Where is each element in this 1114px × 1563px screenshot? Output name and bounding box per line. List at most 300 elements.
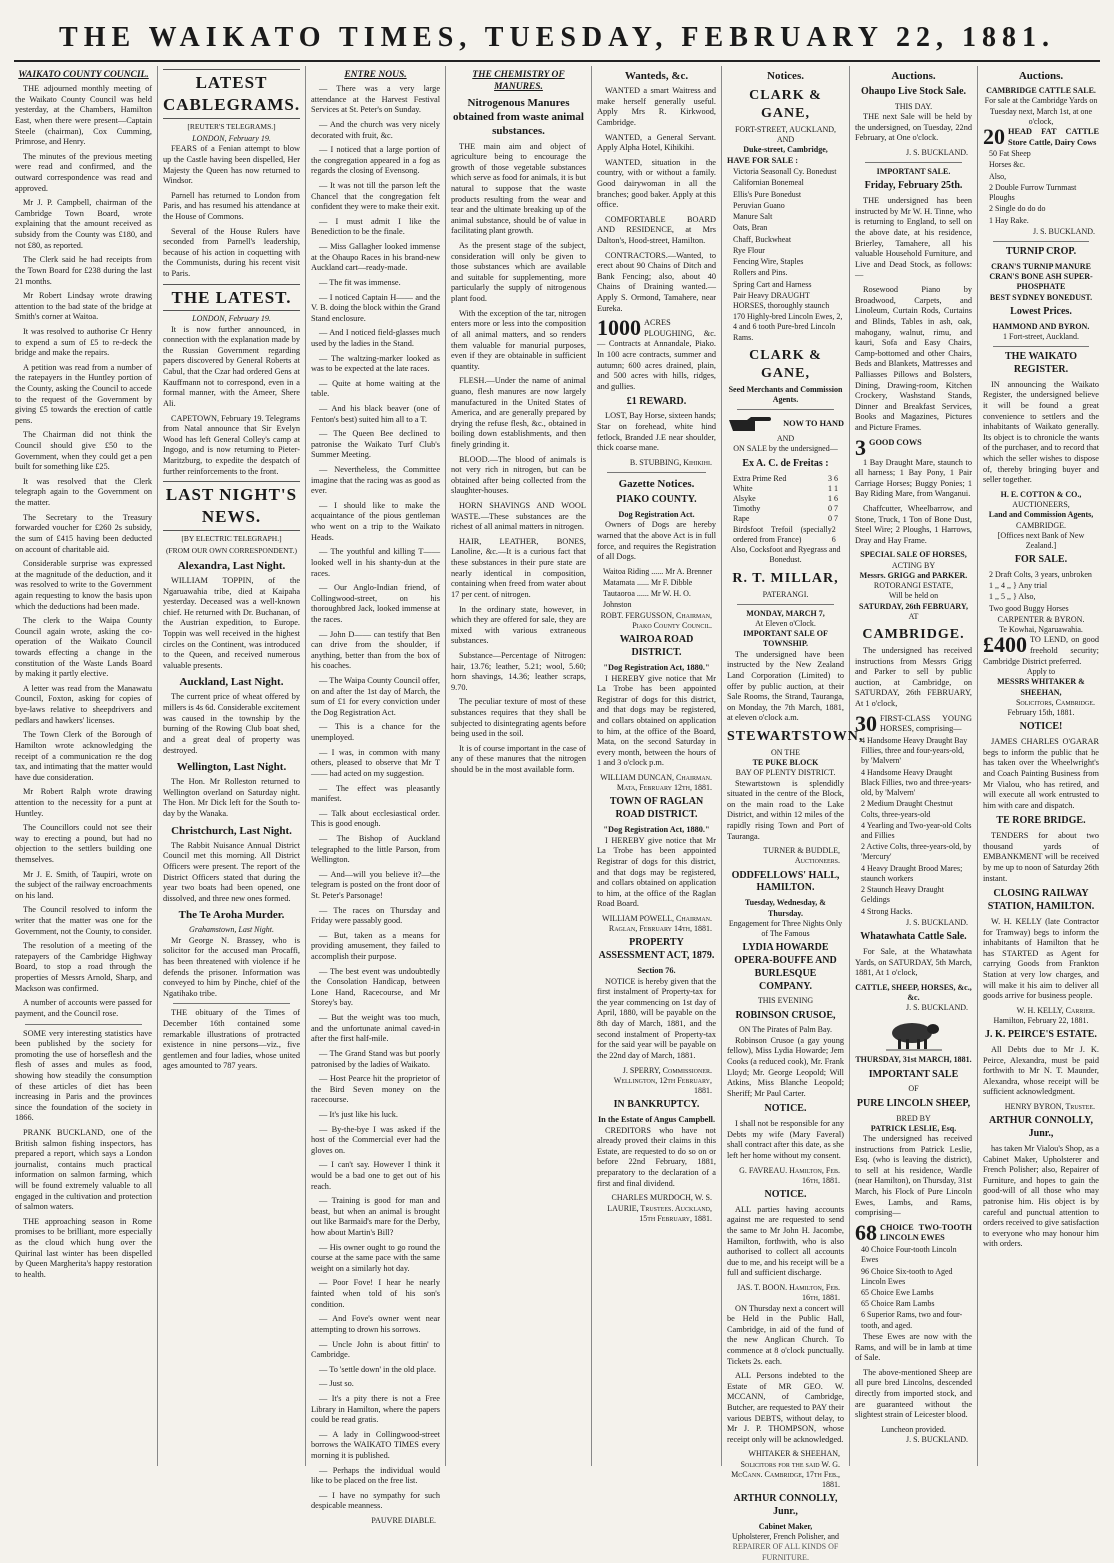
gossip-item: — I have no sympathy for such despicable meanness. — [311, 1490, 440, 1511]
have-for-sale: HAVE FOR SALE : — [727, 155, 799, 165]
horse-item: 4 Strong Hacks. — [861, 906, 913, 916]
lend-ad — [983, 632, 1099, 667]
gossip-item: — The Bishop of Auckland telegraphed to the little Parson, from Wellington. — [311, 833, 440, 865]
paragraph: With the exception of the tar, nitrogen enters more or less into the composition of all animal matters, and so renders them valuable for manurial purposes, even if they are obtainable in sufficient quantity. — [451, 308, 586, 371]
feb-date: February 15th, 1881. — [1007, 708, 1075, 718]
lowest-prices: Lowest Prices. — [1010, 305, 1072, 317]
leslie: PATRICK LESLIE, Esq. — [870, 1123, 957, 1133]
monday-time: At Eleven o'Clock. — [755, 618, 816, 628]
cambridge-text: The undersigned has received instructions from Messrs Grigg and Parker to sell by public auction, at Cambridge, on SATURDAY, 26th FEBRUARY, At 1 o'clock, — [855, 646, 972, 709]
notice-title: NOTICE. — [764, 1103, 807, 1115]
divider — [993, 241, 1089, 242]
masthead: THE WAIKATO TIMES, TUESDAY, FEBRUARY 22, 1881. — [14, 8, 1100, 62]
saturday-date: SATURDAY, 26th FEBRUARY, — [859, 601, 968, 611]
manures-subheading: Nitrogenous Manures obtained from waste animal substances. — [453, 97, 584, 138]
wanted-ad: WANTED, situation in the country, with or without a family. Good dairywoman in all the branches; good baker. Apply at this office. — [597, 157, 716, 210]
wairoa-title: WAIROA ROAD DISTRICT. — [619, 634, 694, 659]
auctioneer-signature: J. S. BUCKLAND. — [905, 917, 968, 927]
wanted-ad: WANTED, a General Servant. Apply Alpha Hotel, Kihikihi. — [597, 132, 716, 153]
notice-text: I shall not be responsible for any Debts my wife (Mary Faveral) shall contract after this date, as she left her home without my consent. — [727, 1119, 844, 1160]
gossip-item: — It was not till the parson left the Chancel that the congregation felt confident they were to make their exit. — [311, 181, 440, 212]
column-auctions-2 — [978, 66, 1104, 1466]
closing-title: CLOSING RAILWAY STATION, HAMILTON. — [987, 888, 1095, 913]
auctioneer-signature: J. S. BUCKLAND. — [905, 147, 968, 157]
paragraph: Mr Robert Ralph wrote drawing attention to the necessity for a punt at Huntley. — [15, 787, 152, 818]
sheep-note: These Ewes are now with the Rams, and will be in lamb at time of Sale. — [855, 1331, 972, 1363]
kowhai: Te Kowhai, Ngaruawahia. — [999, 625, 1083, 635]
cows-number: 3 — [855, 434, 866, 460]
livestock-list: 1 Bay Draught Mare, staunch to all harness; 1 Bay Pony, 1 Pair Carriage Horses; Buggy Ponies; 1 Bay Riding Mare, from Wanganui. — [855, 457, 972, 499]
last-night-heading: LAST NIGHT'S NEWS. — [163, 481, 300, 531]
wanted-ads — [597, 86, 716, 314]
news-item: The Rabbit Nuisance Annual District Council met this morning. All District Officers were present. The report of the District Officers stated that during the year two boats had been opened, one dissolved, and three new ones formed. — [163, 840, 300, 903]
price-value: 0 7 — [828, 504, 838, 514]
paragraph: It was resolved that the Clerk telegraph again to the Government on the matter. — [15, 476, 152, 508]
sale-items — [727, 167, 844, 343]
price-item: Alsyke — [733, 493, 756, 503]
paragraph: Mr J. P. Campbell, chairman of the Cambridge Town Board, wrote explaining that the amount received as subsidy from the County was £180, and not £80, as reported. — [15, 198, 152, 250]
sale-item: Victoria Seasonall Cy. Bonedust — [733, 167, 837, 177]
paragraph: The Chairman did not think the Council should give £50 to the Government, when they could get a pen built for something like £25. — [15, 430, 152, 472]
collector-line: Waitoa Riding ...... Mr A. Brenner — [603, 566, 713, 576]
solicitors: Solicitors, Cambridge. — [1015, 697, 1095, 707]
paragraph: The Town Clerk of the Borough of Hamilton wrote acknowledging the receipt of a communication re the dog tax, and intimating that the matter would have due consideration. — [15, 730, 152, 782]
news-item: It is now further announced, in connection with the explanation made by the Russian Government regarding papers discovered by General Roberts at Cabul, that the Czar had ordered Gens at Kauffmann not to correspond, even in a formal manner, with the Ameer, Shere Ali. — [163, 324, 300, 408]
connolly-text: has taken Mr Vialou's Shop, as a Cabinet Maker, Upholsterer and French Polisher; also, Repairer of Furniture, and hopes to gain the good-will of all those who may patronise him. His object is by careful and punctual attention to orders received to give satisfaction to everyone who may honour him with orders. — [983, 1143, 1099, 1249]
gossip-item: — Uncle John is about fittin' to Cambridge. — [311, 1339, 440, 1360]
sale-item: Fencing Wire, Staples — [733, 257, 804, 267]
friday-text: THE undersigned has been instructed by Mr W. H. Tinne, who is returning to England, to sell on the above date, at his residence, Brierley, Tamahere, all his valuable Household Furniture, and Live and Dead Stock, as follows:— — [855, 196, 972, 280]
pointing-hand-icon — [727, 414, 773, 434]
important-sale: IMPORTANT SALE. — [876, 167, 951, 177]
gossip-item: — Perhaps the individual would like to be placed on the free list. — [311, 1465, 440, 1486]
subhead: Auckland, Last Night. — [179, 676, 284, 689]
robinson-title: ROBINSON CRUSOE, — [735, 1009, 836, 1021]
column-entre-nous — [306, 66, 446, 1526]
cattle-item: 2 Double Furrow Turnmast Ploughs — [989, 182, 1077, 203]
gossip-item: — But, taken as a means for providing amusement, they failed to accomplish their purpose. — [311, 930, 440, 962]
concert-text: ON Thursday next a concert will be Held in the Public Hall, Cambridge, in aid of the fund of the new Anglican Church. To commence at 8 o'clock punctually. Tickets 2s. each. — [727, 1303, 844, 1366]
wanted-ad: COMFORTABLE BOARD AND RESIDENCE, at Mrs Dalton's, Hood-street, Hamilton. — [597, 214, 716, 245]
register-title: THE WAIKATO REGISTER. — [1005, 351, 1077, 375]
piako-signature: ROBT. FERGUSSON, Chairman, Piako County Council. — [600, 610, 712, 631]
paragraph: BLOOD.—The blood of animals is not very rich in nitrogen, but can be obtained after being collected from the slaughter-houses. — [451, 454, 586, 496]
stewartstown: STEWARTSTOWN, — [727, 728, 864, 744]
mccann-signature: WHITAKER & SHEEHAN, Solicitors for the said W. G. McCann. Cambridge, 17th Feb., 1881. — [731, 1449, 840, 1490]
piako-title: PIAKO COUNTY. — [616, 494, 697, 506]
peirce-text: All Debts due to Mr J. K. Peirce, Alexandra, must be paid forthwith to Mr N. T. Maunder, Alexandra, whose receipt will be sufficient acknowledgment. — [983, 1045, 1099, 1097]
ohaupo-title: Ohaupo Live Stock Sale. — [860, 86, 967, 98]
paragraph: PRANK BUCKLAND, one of the British salmon fishing inspectors, has prepared a report, which says a London journalist, contains much practical information on salmon farming, which will be found extremely valuable to all engaged in the cultivation and protection of salmon waters. — [15, 1128, 152, 1212]
council-report — [15, 84, 152, 1019]
special-sale: SPECIAL SALE OF HORSES, — [860, 550, 967, 560]
paragraph: The Clerk said he had receipts from the Town Board for £238 during the last 21 months. — [15, 255, 152, 286]
sale-item: Californian Bonemeal — [733, 178, 804, 188]
gossip-item: — His owner ought to go round the course at the same pace with the same weight on a similarly hot day. — [311, 1242, 440, 1273]
collector-line: Matamata ...... Mr F. Dibble — [603, 578, 693, 588]
gossip-item: — I noticed Captain H—— and the V. B. doing the block within the Grand Stand enclosure. — [311, 292, 440, 323]
notice-title: NOTICE! — [1019, 721, 1063, 733]
horse-item: 4 Handsome Heavy Draught Black Fillies, two and three-years-old, by 'Malvern' — [861, 767, 972, 798]
and-label: AND — [776, 135, 795, 145]
cattle-item: 50 Fat Sheep — [989, 149, 1031, 159]
latest-items — [163, 325, 300, 478]
clark-gane-name: CLARK & GANE, — [749, 88, 822, 121]
price-item: Birdsfoot Trefoil (specially ordered from France) — [733, 524, 832, 544]
notice-signature: G. FAVREAU. Hamilton, Feb. 16th, 1881. — [739, 1165, 840, 1185]
connolly-name: ARTHUR CONNOLLY, Junr., — [989, 1115, 1093, 1140]
will-be-held: Will be held on — [888, 591, 939, 601]
for-sale-title: FOR SALE. — [1014, 554, 1068, 566]
clark-gane-tagline: Seed Merchants and Commission Agents. — [728, 384, 843, 404]
on-sale: ON SALE by the undersigned— — [733, 444, 838, 454]
lend-amount: £400 — [983, 632, 1027, 658]
divider — [993, 346, 1089, 347]
for-sale-item: 2 Draft Colts, 3 years, unbroken — [989, 570, 1092, 579]
notice-signature: JAS. T. BOON. Hamilton, Feb. 16th, 1881. — [736, 1283, 840, 1303]
paragraph: The clerk to the Waipa County Council again wrote, asking the co-operation of the Waikato Council towards effecting a change in the constitution of the Waste Lands Board by making it partly elective. — [15, 616, 152, 679]
collector-line: Tautaoroa ...... Mr W. H. O. Johnston — [603, 589, 691, 609]
property-signature: J. SPERRY, Commissioner. Wellington, 12th February, 1881. — [613, 1065, 712, 1095]
news-item: Parnell has returned to London from Paris, and has resumed his attendance at the House of Commons. — [163, 190, 300, 221]
sheep-item: 96 Choice Six-tooth to Aged Lincoln Ewes — [861, 1266, 953, 1286]
horses-text: FIRST-CLASS YOUNG HORSES, comprising— — [880, 713, 972, 734]
signature: PAUVRE DIABLE. — [371, 1516, 436, 1526]
sheep-number: 68 — [855, 1219, 877, 1245]
piako-text: Owners of Dogs are hereby warned that the above Act is in full force, and requires the Registration of all Dogs. — [597, 520, 716, 562]
sheep-item: 65 Choice Ewe Lambs — [861, 1288, 934, 1298]
peirce-title: J. K. PEIRCE'S ESTATE. — [985, 1029, 1097, 1041]
gossip-item: — Miss Gallagher looked immense at the Ohaupo Races in his brand-new Auckland cart—ready-made. — [311, 242, 440, 273]
piako-subtitle: Dog Registration Act. — [618, 509, 695, 519]
monday-date: MONDAY, MARCH 7, — [746, 608, 825, 618]
divider — [607, 472, 706, 473]
kelly-date: Hamilton, February 22, 1881. — [993, 1016, 1089, 1026]
for-sale-item: Two good Buggy Horses — [989, 603, 1069, 613]
sale-item: Oats, Bran — [733, 223, 768, 233]
dateline: LONDON, February 19. — [192, 314, 271, 324]
subhead: Christchurch, Last Night. — [171, 824, 292, 837]
gossip-item: — A lady in Collingwood-street borrows the WAIKATO TIMES every morning it is published. — [311, 1429, 440, 1461]
paragraph: The minutes of the previous meeting were read and confirmed, and the outward correspondence was read and approved. — [15, 151, 152, 193]
hammond-byron: HAMMOND AND BYRON. — [992, 321, 1090, 331]
turnip-title: TURNIP CROP. — [1005, 246, 1077, 258]
gossip-item: — The effect was pleasantly manifest. — [311, 783, 440, 804]
news-item: The current price of wheat offered by millers is 4s 6d. Considerable excitement was caused in the township by the burning of the Rowing Club boat shed, and a great deal of property was destroyed. — [163, 692, 300, 755]
gossip-item: — I was, in common with many others, pleased to observe that Mr T—— had acted on my suggestion. — [311, 747, 440, 778]
cattle-line: CATTLE, SHEEP, HORSES, &c., &c. — [855, 982, 972, 1002]
gossip-item: — I should like to make the acquaintance of the pious gentleman who went on a trip to the Waikato Heads. — [311, 500, 440, 542]
gossip-item: — Training is good for man and beast, but when an animal is brought out like Barmaid's mare for the Derby, how about Martin's Bill? — [311, 1196, 440, 1238]
messrs: Messrs. GRIGG and PARKER. — [859, 570, 968, 580]
cows-text: GOOD COWS — [869, 437, 922, 447]
cattle-sale-title: CAMBRIDGE CATTLE SALE. — [986, 86, 1096, 96]
auctioneer-signature: J. S. BUCKLAND. — [905, 1435, 968, 1445]
collectors-list — [597, 567, 716, 610]
column-wanteds — [592, 66, 722, 1466]
oddfellows-title: ODDFELLOWS' HALL, HAMILTON. — [731, 869, 840, 894]
paragraph: The Secretary to the Treasury forwarded voucher for £260 2s subsidy, the sum of £415 having been deducted on account of charitable aid. — [15, 512, 152, 554]
news-item: FEARS of a Fenian attempt to blow up the Castle having been dispelled, Her Majesty the Queen has now returned to Windsor. — [163, 144, 300, 186]
news-item: CAPETOWN, February 19. Telegrams from Natal announce that Sir Evelyn Wood has left General Colley's camp at Ingogo, and is now returning to Pieter-Maritzburg, to expedite the despatch of further reinforcements to the front. — [163, 413, 300, 476]
gossip-item: — Talk about ecclesiastical order. This is good enough. — [311, 808, 440, 829]
robinson-subtitle: ON The Pirates of Palm Bay. — [738, 1025, 833, 1035]
gossip-item: — Quite at home waiting at the table. — [311, 378, 440, 399]
gazette-heading: Gazette Notices. — [618, 478, 695, 490]
agency-label: [REUTER'S TELEGRAMS.] — [187, 121, 276, 131]
subhead: Wellington, Last Night. — [176, 761, 287, 774]
this-day: THIS DAY. — [894, 101, 933, 111]
implements-list: Chaffcutter, Wheelbarrow, and Stone, Truck, 1 Ton of Bone Dust, Steel Wire; 2 Ploughs, 1 Harrows, Dray and Hay Frame. — [855, 504, 972, 545]
agency-label: [BY ELECTRIC TELEGRAPH.] — [181, 533, 282, 543]
divider — [25, 1024, 142, 1025]
cotton-sub: CAMBRIDGE. — [1015, 520, 1066, 530]
sale-item: Spring Cart and Harness — [733, 279, 812, 289]
price-value: 1 1 — [828, 483, 838, 493]
price-value: 3 6 — [828, 473, 838, 483]
sale-item: Pair Heavy DRAUGHT HORSES, thoroughly staunch — [733, 290, 830, 311]
paragraph: Considerable surprise was expressed at the magnitude of the deduction, and it was resolved to write to the Government again requesting to know the basis upon which the deductions had been made. — [15, 559, 152, 611]
ploughing-number: 1000 — [597, 315, 641, 341]
lend-text: TO LEND, on good freehold security; Cambridge District preferred. — [983, 635, 1099, 666]
lincoln-text: The undersigned has received instructions from Patrick Leslie, Esq. (who is leaving the district), to sell at his residence, Wardle (near Hamilton), on Thursday, 31st March, his Flock of Pure Lincoln Ewes, Lambs, and Rams, comprising— — [855, 1133, 972, 1218]
for-sale-list — [983, 570, 1099, 614]
manures-heading: THE CHEMISTRY OF MANURES. — [472, 70, 565, 93]
clark-gane-name: CLARK & GANE, — [749, 347, 822, 381]
rore-title: TE RORE BRIDGE. — [996, 815, 1086, 827]
price-item: Timothy — [733, 504, 761, 514]
engagement: Engagement for Three Nights Only of The Famous — [728, 918, 843, 938]
wanted-ad: CONTRACTORS.—Wanted, to erect about 90 Chains of Ditch and Bank Fencing; also, about 40 Chains of Draining wanted.—Apply S. Ormond, Tamahere, near Eureka. — [597, 250, 716, 313]
cattle-item: Horses &c. — [989, 160, 1025, 170]
crans-bone: CRAN'S BONE ASH SUPER-PHOSPHATE — [989, 272, 1093, 292]
notice-title: NOTICE. — [764, 1189, 807, 1201]
column-county-council — [10, 66, 158, 1466]
price-row — [727, 484, 844, 494]
gossip-item: — The youthful and killing T—— looked well in his shanty-dun at the races. — [311, 547, 440, 578]
luncheon: Luncheon provided. — [881, 1424, 946, 1434]
friday-date: Friday, February 25th. — [864, 180, 963, 192]
and-label: AND — [776, 434, 795, 444]
reward-signature: B. STUBBING, Kihikihi. — [629, 457, 712, 467]
gossip-item: — The waltzing-marker looked as was to be expected at the late races. — [311, 353, 440, 374]
kelly-text: W. H. KELLY (late Contractor for Tramway) begs to inform the inhabitants of Hamilton that he has STARTED as Agent for carrying Goods from Frankton Station at very low charges, and will make it his aim to deliver all goods arrive for business people. — [983, 916, 1099, 1001]
for-sale-item: 1 ,, 4 ,, } Any trial — [989, 581, 1048, 591]
column-cablegrams — [158, 66, 306, 1466]
rotorangi: ROTORANGI ESTATE, — [873, 581, 954, 591]
paragraph: The Council resolved to inform the writer that the matter was one for the Government, not the County, to consider. — [15, 905, 152, 936]
cable-items — [163, 144, 300, 279]
gossip-item: — The best event was undoubtedly the Consolation Handicap, between Lone Hand, Racecourse, and Mr Storey's bay. — [311, 966, 440, 1008]
this-evening: THIS EVENING — [757, 996, 814, 1006]
gossip-item: — The Waipa County Council offer, on and after the 1st day of March, the sum of £1 for every conviction under the Dog Registration Act. — [311, 676, 440, 717]
divider — [737, 604, 834, 605]
bankruptcy-signature: CHARLES MURDOCH, W. S. LAURIE, Trustees. Auckland, 15th February, 1881. — [607, 1193, 712, 1223]
gossip-item: — By-the-bye I was asked if the host of the Commercial ever had the gloves on. — [311, 1124, 440, 1155]
price-row — [727, 474, 844, 484]
best-bonedust: BEST SYDNEY BONEDUST. — [989, 292, 1093, 302]
horse-item: 4 Heavy Draught Brood Mares; staunch workers — [861, 863, 963, 883]
bay-of-plenty: BAY OF PLENTY DISTRICT. — [735, 768, 836, 778]
raglan-text: I HEREBY give notice that Mr La Trobe has been appointed Registrar of dogs for this district, and that dogs may be registered, and collars obtained on application to him, at the office of the Raglan Road Board. — [597, 835, 716, 909]
acting-by: ACTING BY — [891, 560, 936, 570]
gossip-item: — The races on Thursday and Friday were passably good. — [311, 905, 440, 926]
price-row — [727, 514, 844, 524]
whatawhata-text: For Sale, at the Whatawhata Yards, on SATURDAY, 5th March, 1881, At 1 o'clock, — [855, 946, 972, 978]
horses-number: 30 — [855, 710, 877, 736]
cast-text: Robinson Crusoe (a gay young fellow), Miss Lydia Howarde; Jem Cooks (a reduced cook), Mr. Frank Lloyd; Mr. George Leopold; Will Atkins, Miss Blanche Leopold; Sheriff; Mr Paul Carter. — [727, 1035, 844, 1098]
gossip-item: — And his black beaver (one of Fenton's best) suited him all to a T. — [311, 404, 440, 424]
important-sale: IMPORTANT SALE — [868, 1068, 959, 1080]
dateline: Grahamstown, Last Night. — [189, 925, 274, 935]
sale-item: Rollers and Pins. — [733, 268, 788, 278]
at-label: AT — [908, 611, 919, 621]
horse-item: 2 Active Colts, three-years-old, by 'Mercury' — [861, 842, 972, 862]
gossip-item: — Nevertheless, the Committee imagine that the racing was as good as ever. — [311, 465, 440, 496]
bankruptcy-text: CREDITORS who have not already proved their claims in this Estate, are requested to do so on or before 22nd February, 1881, preparatory to the declaration of a first and final dividend. — [597, 1125, 716, 1188]
whitaker: MESSRS WHITAKER & SHEEHAN, — [997, 677, 1085, 697]
sheep-head: CHOICE TWO-TOOTH LINCOLN EWES — [880, 1222, 972, 1243]
horses-ad — [855, 710, 972, 736]
township-text: The undersigned have been instructed by the New Zealand Land Corporation (Limited) to offer by public auction, at their Sale Rooms, the Strand, Tauranga, on Monday, the 7th March, 1881, at eleven o'clock a.m. — [727, 649, 844, 723]
price-value: 0 7 — [828, 514, 838, 524]
sale-item: Peruvian Guano — [733, 200, 785, 210]
fort-street: 1 Fort-street, Auckland. — [1003, 331, 1079, 341]
price-item: Extra Prime Red — [733, 473, 787, 483]
paragraph: It was resolved to authorise Cr Henry to expend a sum of £5 to re-deck the bridge and make the repairs. — [15, 326, 152, 358]
price-row — [727, 504, 844, 514]
seed-price-list — [727, 474, 844, 546]
address: Duke-street, Cambridge, — [743, 145, 828, 155]
ploughing-ad — [597, 315, 716, 392]
paragraph: The peculiar texture of most of these substances requires that they shall be subjected to disintegrating agents before being used in the soil. — [451, 697, 586, 739]
paragraph: THE main aim and object of agriculture being to encourage the growth of those vegetable substances which serve as food for animals, it is but natural to suppose that the waste products resulting from the wear and tear and the ultimate breaking up of the animal substance, should be of value in facilitating plant growth. — [451, 141, 586, 236]
entre-nous-heading: ENTRE NOUS. — [344, 70, 407, 80]
millar-place: PATERANGI. — [762, 589, 809, 599]
gossip-item: — This is a chance for the unemployed. — [311, 722, 440, 743]
horses-list — [855, 736, 972, 917]
gossip-item: — But the weight was too much, and the unfortunate animal caved-in after the first half-mile. — [311, 1013, 440, 1044]
now-to-hand-row — [727, 414, 844, 434]
news-item: WILLIAM TOPPIN, of the Ngaruawahia tribe, died at Kaipaha yesterday. Deceased was a well-known chief. He returned with Dr. Buchanan, of the Austrian expedition, to Europe. Toppin was well received in the highest circles on the Continent, was introduced to the Queen, and received numerous valuable presents. — [163, 575, 300, 670]
cattle-list — [983, 149, 1099, 226]
sheep-item: 65 Choice Ram Lambs — [861, 1299, 935, 1309]
also-text: Also, Cocksfoot and Ryegrass and Bonedust. — [730, 545, 841, 565]
divider — [865, 162, 962, 163]
paragraph: A letter was read from the Manawatu Council, Foxton, asking for copies of bye-laws relative to sheepdrivers and pedlars and hawkers' licenses. — [15, 683, 152, 725]
sheep-text: The above-mentioned Sheep are all pure bred Lincolns, descended directly from imported stock, and are guaranteed without the slightest strain of Leicester blood. — [855, 1367, 972, 1420]
connolly-trade: REPAIRER OF ALL KINDS OF FURNITURE. — [732, 1542, 839, 1562]
days: Tuesday, Wednesday, & Thursday. — [745, 898, 826, 918]
sale-item: Rye Flour — [733, 245, 765, 255]
for-sale-item: 1 ,, 5 ,, } Also, — [989, 592, 1036, 602]
head-ad — [983, 124, 1099, 150]
kelly-signature: W. H. KELLY, Carrier. — [1016, 1005, 1095, 1015]
sale-item: Ellis's Pure Bonedust — [733, 189, 802, 199]
paragraph: The Councillors could not see their way to erecting a pound, but had no objection to the settlers building one themselves. — [15, 823, 152, 864]
lincoln-title: PURE LINCOLN SHEEP, — [856, 1097, 971, 1109]
gossip-item: — And—will you believe it?—the telegram is posted on the front door of St. Peter's Parsonage! — [311, 869, 440, 900]
news-item: THE obituary of the Times of December 16th contained some remarkable illustrations of protracted existence in nine persons—viz., five gentlemen and four ladies, whose united ages amounted to 787 years. — [163, 1008, 300, 1071]
news-item: Mr George N. Brassey, who is solicitor for the accused man Procaffi, has been threatened with violence if he defends the prisoner. Information was conveyed to him by Pinche, chief of the Ngatihako tribe. — [163, 935, 300, 998]
paragraph: Substance—Percentage of Nitrogen: hair, 13.76; leather, 5.21; wool, 5.60; horn shavings, 14.36; leather scraps, 9.70. — [451, 650, 586, 692]
sheep-item: 40 Choice Four-tooth Lincoln Ewes — [861, 1245, 957, 1265]
connolly-name: ARTHUR CONNOLLY, Junr., — [733, 1493, 838, 1518]
price-row — [727, 525, 844, 545]
ogarr-text: JAMES CHARLES O'GARAR begs to inform the public that he has taken over the Wheelwright's and Coach Painting Business from Mr Vialou, who has retired, and will execute all work entrusted to him with care and dispatch. — [983, 737, 1099, 810]
gossip-item: — The Grand Stand was but poorly patronised by the ladies of Waikato. — [311, 1048, 440, 1069]
cotton-sub: Land and Commission Agents, — [988, 510, 1094, 520]
price-item: Rape — [733, 514, 750, 524]
gossip-item: — I must admit I like the Benediction to be the finale. — [311, 216, 440, 237]
raglan-title: TOWN OF RAGLAN ROAD DISTRICT. — [609, 796, 704, 821]
stewart-text: Stewartstown is splendidly situated in the centre of the Block, on the main road to the Lake District, and within 12 miles of the rapidly rising Town and Port of Tauranga. — [727, 778, 844, 841]
gossip-item: — Poor Fove! I hear he nearly fainted when told of his son's condition. — [311, 1278, 440, 1309]
bred-by: BRED BY — [896, 1113, 931, 1123]
ship-name: Ex A. C. de Freitas : — [742, 457, 829, 469]
ohaupo-text: THE next Sale will be held by the undersigned, on Tuesday, 22nd February, at One o'clock. — [855, 112, 972, 143]
of-label: OF — [908, 1084, 919, 1094]
divider — [737, 409, 834, 410]
te-puke: TE PUKE BLOCK — [752, 758, 819, 768]
column-auctions — [850, 66, 978, 1466]
carpenter: CARPENTER & BYRON. — [997, 614, 1085, 624]
mccann-text: ALL Persons indebted to the Estate of MR GEO. W. MCCANN, of Cambridge, Butcher, are requested to PAY their various DEBTS, without delay, to Mr J. P. THOMPSON, whose receipt only will be acknowledged. — [727, 1371, 844, 1444]
cotton-sub: [Offices next Bank of New Zealand.] — [997, 530, 1085, 550]
paragraph: FLESH.—Under the name of animal guano, flesh manures are now largely manufactured in the United States of America, and are generally prepared by drying the refuse flesh, &c., obtained in boiling down establishments, and then finely grinding it. — [451, 376, 586, 449]
township-sale: IMPORTANT SALE OF TOWNSHIP. — [743, 629, 828, 649]
price-row — [727, 494, 844, 504]
notices-heading: Notices. — [767, 70, 804, 82]
sheep-ad — [855, 1219, 972, 1245]
rore-text: TENDERS for about two thousand yards of EMBANKMENT will be received by me up to noon of Saturday 26th instant. — [983, 831, 1099, 883]
price-item: White — [733, 483, 753, 493]
property-title: PROPERTY ASSESSMENT ACT, 1879. — [598, 937, 715, 962]
lydia-company: LYDIA HOWARDE OPERA-BOUFFE AND BURLESQUE COMPANY. — [734, 942, 837, 992]
cotton-sub: AUCTIONEERS, — [1012, 500, 1070, 510]
subhead: Alexandra, Last Night. — [177, 559, 286, 572]
on-the: ON THE — [771, 747, 800, 757]
gossip-item: — And the church was very nicely decorated with fruit, &c. — [311, 119, 440, 140]
wanteds-heading: Wanteds, &c. — [624, 70, 689, 82]
paragraph: THE approaching season in Rome promises to be brilliant, more especially as the cloud which hung over the Quirinal last winter has been dispelled by Queen Margherita's happy restoration to health. — [15, 1216, 152, 1279]
news-item: The Hon. Mr Rolleston returned to Wellington overland on Saturday night. The Hon. Mr Dick left for the South to-day by the Wanaka. — [163, 777, 300, 819]
ploughing-text: ACRES PLOUGHING, &c.— Contracts at Annandale, Piako. In 100 acre contracts, summer and autumn; 600 acres drained, plain, and 500 acres with hills, ridges, and gullies. — [597, 318, 716, 391]
thursday-date: THURSDAY, 31st MARCH, 1881. — [855, 1055, 972, 1065]
paragraph: HORN SHAVINGS AND WOOL WASTE.—These substances are the richest of all animal matters in nitrogen. — [451, 501, 586, 532]
byron-signature: HENRY BYRON, Trustee. — [1004, 1102, 1095, 1112]
paragraph: A number of accounts were passed for payment, and the Council rose. — [15, 998, 152, 1018]
cattle-item: 2 Single do do do — [989, 204, 1046, 214]
gossip-item: — I can't say. However I think it would be a bad one to get out of his reach. — [311, 1160, 440, 1191]
gossip-item: — And I noticed field-glasses much used by the ladies in the Stand. — [311, 328, 440, 348]
paragraph: THE adjourned monthly meeting of the Waikato County Council was held yesterday, at the Chambers, Hamilton East, when there were present—Captain Steele (chairman), Cox Cumming, Primrose, and Henry. — [15, 84, 152, 147]
paragraph: Mr Robert Lindsay wrote drawing attention to the bad state of the bridge at Smith's corner at Waitoa. — [15, 291, 152, 322]
subhead: The Te Aroha Murder. — [178, 909, 285, 922]
horse-item: 4 Handsome Heavy Draught Bay Fillies, three and four-years-old, by 'Malvern' — [861, 735, 968, 766]
now-to-hand: NOW TO HAND — [783, 418, 844, 428]
horse-item: 2 Staunch Heavy Draught Geldings — [861, 885, 944, 905]
reward-text: LOST, Bay Horse, sixteen hands; Star on forehead, white hind fetlock, Branded J.E near shoulder, thick coarse mane. — [597, 411, 716, 453]
gossip-item: — To 'settle down' in the old place. — [319, 1364, 437, 1374]
bankruptcy-title: IN BANKRUPTCY. — [613, 1099, 700, 1111]
latest-heading: THE LATEST. — [163, 284, 300, 312]
manures-article — [451, 142, 586, 776]
sheep-list — [855, 1245, 972, 1331]
turner-signature: TURNER & BUDDLE, Auctioneers. — [763, 846, 840, 866]
paragraph: In the ordinary state, however, in which they are offered for sale, they are mixed with various extraneous substances. — [451, 604, 586, 646]
news-item: Several of the House Rulers have seconded from Parnell's leadership, because of his action in coquetting with the Communists, during his recent visit to Paris. — [163, 226, 300, 279]
